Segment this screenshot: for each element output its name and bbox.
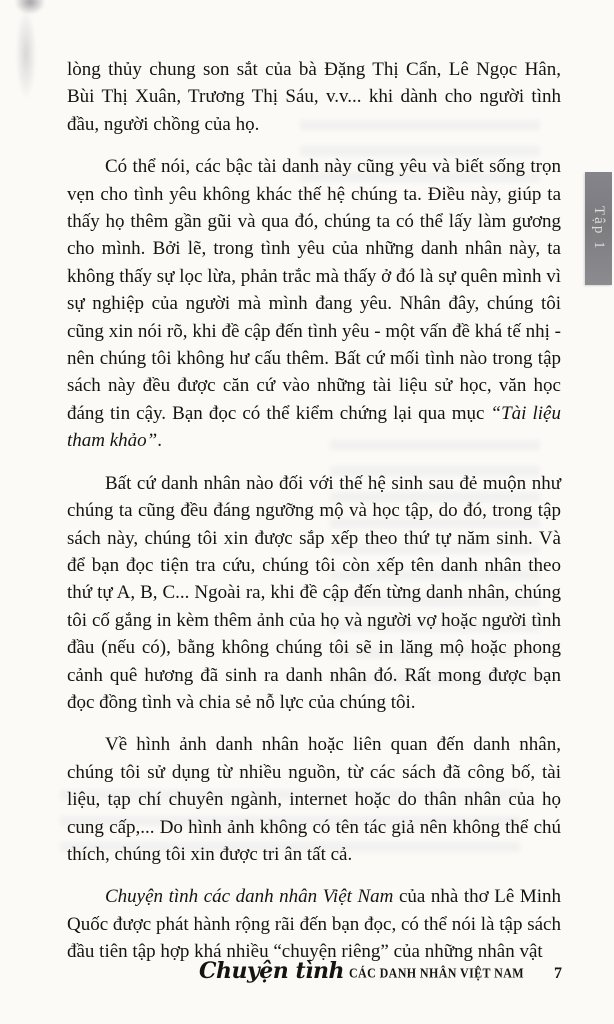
page-footer (199, 958, 562, 984)
paragraph-text: . (157, 430, 162, 452)
footer-book-title-script: Chuyện tình (199, 958, 344, 984)
body-paragraph (67, 731, 561, 868)
referenced-section-title: “Tài liệu tham khảo” (67, 402, 561, 452)
body-paragraph (67, 56, 561, 138)
footer-book-title-caps: CÁC DANH NHÂN VIỆT NAM (348, 964, 524, 981)
volume-tab (585, 172, 612, 285)
paragraph-text: của nhà thơ Lê Minh Quốc được phát hành rộng rãi đến bạn đọc, có thể nói là tập sách đầu tiên tập hợp khá nhiều “chuyện riêng” của những nhân vật (67, 886, 562, 963)
volume-tab-label: Tập 1 (591, 206, 607, 251)
paragraph-text: Về hình ảnh danh nhân hoặc liên quan đến danh nhân, chúng tôi sử dụng từ nhiều nguồn, từ các sách đã công bố, tài liệu, tạp chí chuyên ngành, internet hoặc do thân nhân của họ cung cấp,... Do hình ảnh không có tên tác giả nên không thể chú thích, chúng tôi xin được tri ân tất cả. (67, 734, 561, 865)
body-paragraph (67, 883, 561, 965)
paragraph-text: Có thể nói, các bậc tài danh này cũng yêu và biết sống trọn vẹn cho tình yêu không khác thế hệ chúng ta. Điều này, giúp ta thấy họ thêm gần gũi và qua đó, chúng ta có thể lấy làm gương cho mình. Bởi lẽ, trong tình yêu của những danh nhân này, ta không thấy sự lọc lừa, phản trắc mà thấy ở đó là sự quên mình vì sự nghiệp của người mà mình đang yêu. Nhân đây, chúng tôi cũng xin nói rõ, khi đề cập đến tình yêu - một vấn đề khá tế nhị - nên chúng tôi không hư cấu thêm. Bất cứ mối tình nào trong tập sách này đều được căn cứ vào những tài liệu sử học, văn học đáng tin cậy. Bạn đọc có thể kiểm chứng lại qua mục (67, 156, 561, 424)
paragraph-text: Bất cứ danh nhân nào đối với thế hệ sinh sau đẻ muộn như chúng ta cũng đều đáng ngưỡng mộ và học tập, do đó, trong tập sách này, chúng tôi xin được sắp xếp theo thứ tự năm sinh. Và để bạn đọc tiện tra cứu, chúng tôi còn xếp tên danh nhân theo thứ tự A, B, C... Ngoài ra, khi đề cập đến từng danh nhân, chúng tôi cố gắng in kèm thêm ảnh của họ và người vợ hoặc người tình đầu (nếu có), bằng không chúng tôi sẽ in lăng mộ hoặc phong cảnh quê hương đã sinh ra danh nhân đó. Rất mong được bạn đọc đồng tình và chia sẻ nỗ lực của chúng tôi. (67, 472, 561, 713)
text-block (67, 56, 561, 981)
body-paragraph (67, 153, 561, 454)
book-title-inline: Chuyện tình các danh nhân Việt Nam (105, 886, 394, 908)
scan-smudge (4, 0, 48, 114)
paragraph-text: lòng thủy chung son sắt của bà Đặng Thị Cẩn, Lê Ngọc Hân, Bùi Thị Xuân, Trương Thị Sáu, v.v... khi dành cho người tình đầu, người chồng của họ. (67, 59, 561, 135)
page-number: 7 (554, 965, 562, 982)
body-paragraph (67, 470, 561, 717)
